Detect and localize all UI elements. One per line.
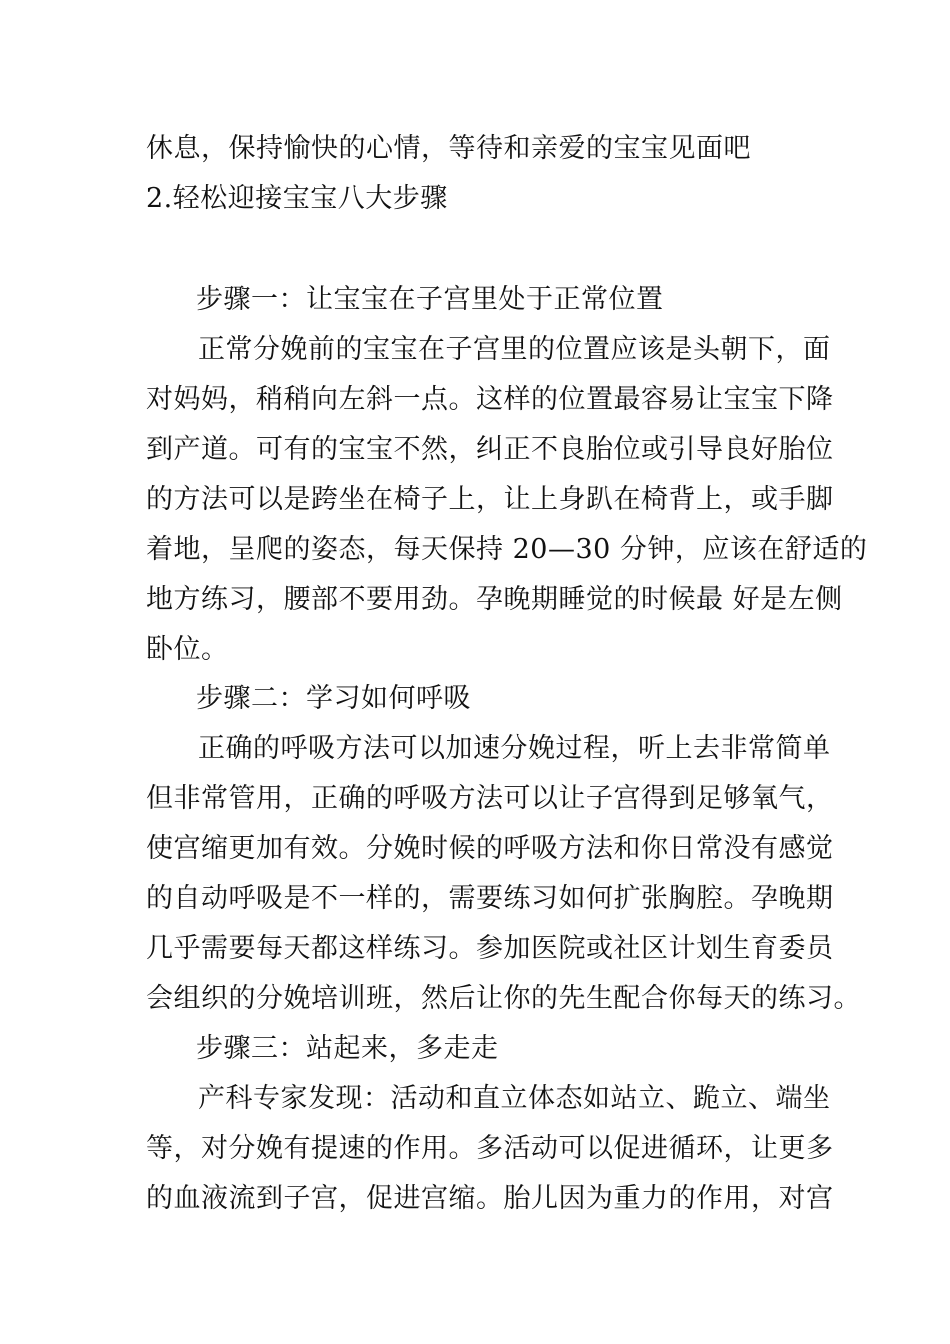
step1-title: 步骤一：让宝宝在子宫里处于正常位置 [196, 284, 664, 315]
step1-paragraph-line: 对妈妈，稍稍向左斜一点。这样的位置最容易让宝宝下降 [146, 384, 834, 415]
step3-paragraph-line: 产科专家发现：活动和直立体态如站立、跪立、端坐 [198, 1083, 831, 1114]
step2-paragraph-line: 会组织的分娩培训班，然后让你的先生配合你每天的练习。 [146, 983, 861, 1014]
step1-paragraph-line: 着地，呈爬的姿态，每天保持 20—30 分钟，应该在舒适的 [146, 534, 868, 565]
step2-paragraph-line: 但非常管用，正确的呼吸方法可以让子宫得到足够氧气， [146, 783, 834, 814]
step2-paragraph-line: 正确的呼吸方法可以加速分娩过程，听上去非常简单 [198, 733, 831, 764]
step3-paragraph-line: 等，对分娩有提速的作用。多活动可以促进循环，让更多 [146, 1133, 834, 1164]
step2-title: 步骤二：学习如何呼吸 [196, 683, 471, 714]
step3-paragraph-line: 的血液流到子宫，促进宫缩。胎儿因为重力的作用，对宫 [146, 1183, 834, 1214]
step2-paragraph-line: 的自动呼吸是不一样的，需要练习如何扩张胸腔。孕晚期 [146, 883, 834, 914]
section-heading: 2.轻松迎接宝宝八大步骤 [146, 183, 448, 214]
step2-paragraph-line: 使宫缩更加有效。分娩时候的呼吸方法和你日常没有感觉 [146, 833, 834, 864]
step2-paragraph-line: 几乎需要每天都这样练习。参加医院或社区计划生育委员 [146, 933, 834, 964]
step3-title: 步骤三：站起来，多走走 [196, 1033, 499, 1064]
continuation-line: 休息，保持愉快的心情，等待和亲爱的宝宝见面吧 [146, 133, 751, 164]
step1-paragraph-line: 卧位。 [146, 634, 229, 665]
step1-paragraph-line: 地方练习，腰部不要用劲。孕晚期睡觉的时候最 好是左侧 [146, 584, 843, 615]
step1-paragraph-line: 的方法可以是跨坐在椅子上，让上身趴在椅背上，或手脚 [146, 484, 834, 515]
step1-paragraph-line: 正常分娩前的宝宝在子宫里的位置应该是头朝下，面 [198, 334, 831, 365]
step1-paragraph-line: 到产道。可有的宝宝不然，纠正不良胎位或引导良好胎位 [146, 434, 834, 465]
